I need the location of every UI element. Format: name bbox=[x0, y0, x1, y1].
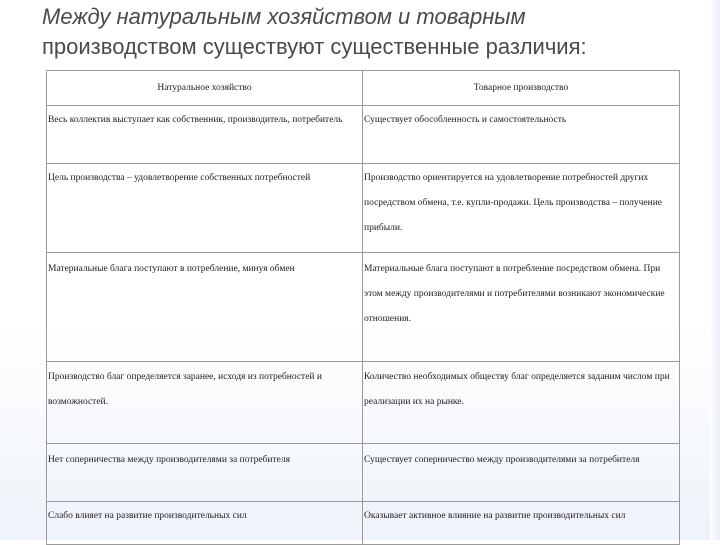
table-row bbox=[47, 164, 680, 253]
header-commodity-production: Товарное производство bbox=[363, 71, 680, 106]
table-cell: Весь коллектив выступает как собственник, производитель, потребитель bbox=[47, 106, 363, 164]
slide-title-line-2: производством существуют существенные различия: bbox=[42, 34, 587, 59]
table-header-row bbox=[47, 71, 680, 106]
comparison-table-container bbox=[46, 70, 679, 545]
table-cell: Цель производства – удовлетворение собственных потребностей bbox=[47, 164, 363, 253]
slide-side-decoration bbox=[710, 0, 720, 540]
table-cell: Нет соперничества между производителями за потребителя bbox=[47, 444, 363, 502]
header-natural-economy: Натуральное хозяйство bbox=[47, 71, 363, 106]
slide-title bbox=[42, 2, 702, 62]
table-cell: Количество необходимых обществу благ определяется заданим числом при реализации их на рынке. bbox=[363, 362, 680, 444]
table-cell: Оказывает активное влияние на развитие производительных сил bbox=[363, 502, 680, 545]
comparison-table bbox=[46, 70, 680, 545]
table-row bbox=[47, 444, 680, 502]
table-cell: Существует обособленность и самостоятельность bbox=[363, 106, 680, 164]
table-cell: Производство благ определяется заранее, исходя из потребностей и возможностей. bbox=[47, 362, 363, 444]
table-row bbox=[47, 362, 680, 444]
table-cell: Существует соперничество между производителями за потребителя bbox=[363, 444, 680, 502]
table-row bbox=[47, 502, 680, 545]
table-row bbox=[47, 106, 680, 164]
table-cell: Материальные блага поступают в потребление посредством обмена. При этом между производителями и потребителями возникают экономические отношения. bbox=[363, 253, 680, 362]
table-cell: Производство ориентируется на удовлетворение потребностей других посредством обмена, т.е. купли-продажи. Цель производства – получение прибыли. bbox=[363, 164, 680, 253]
table-cell: Слабо влияет на развитие производительных сил bbox=[47, 502, 363, 545]
slide-title-line-1: Между натуральным хозяйством и товарным bbox=[42, 4, 526, 29]
table-cell: Материальные блага поступают в потребление, минуя обмен bbox=[47, 253, 363, 362]
table-row bbox=[47, 253, 680, 362]
